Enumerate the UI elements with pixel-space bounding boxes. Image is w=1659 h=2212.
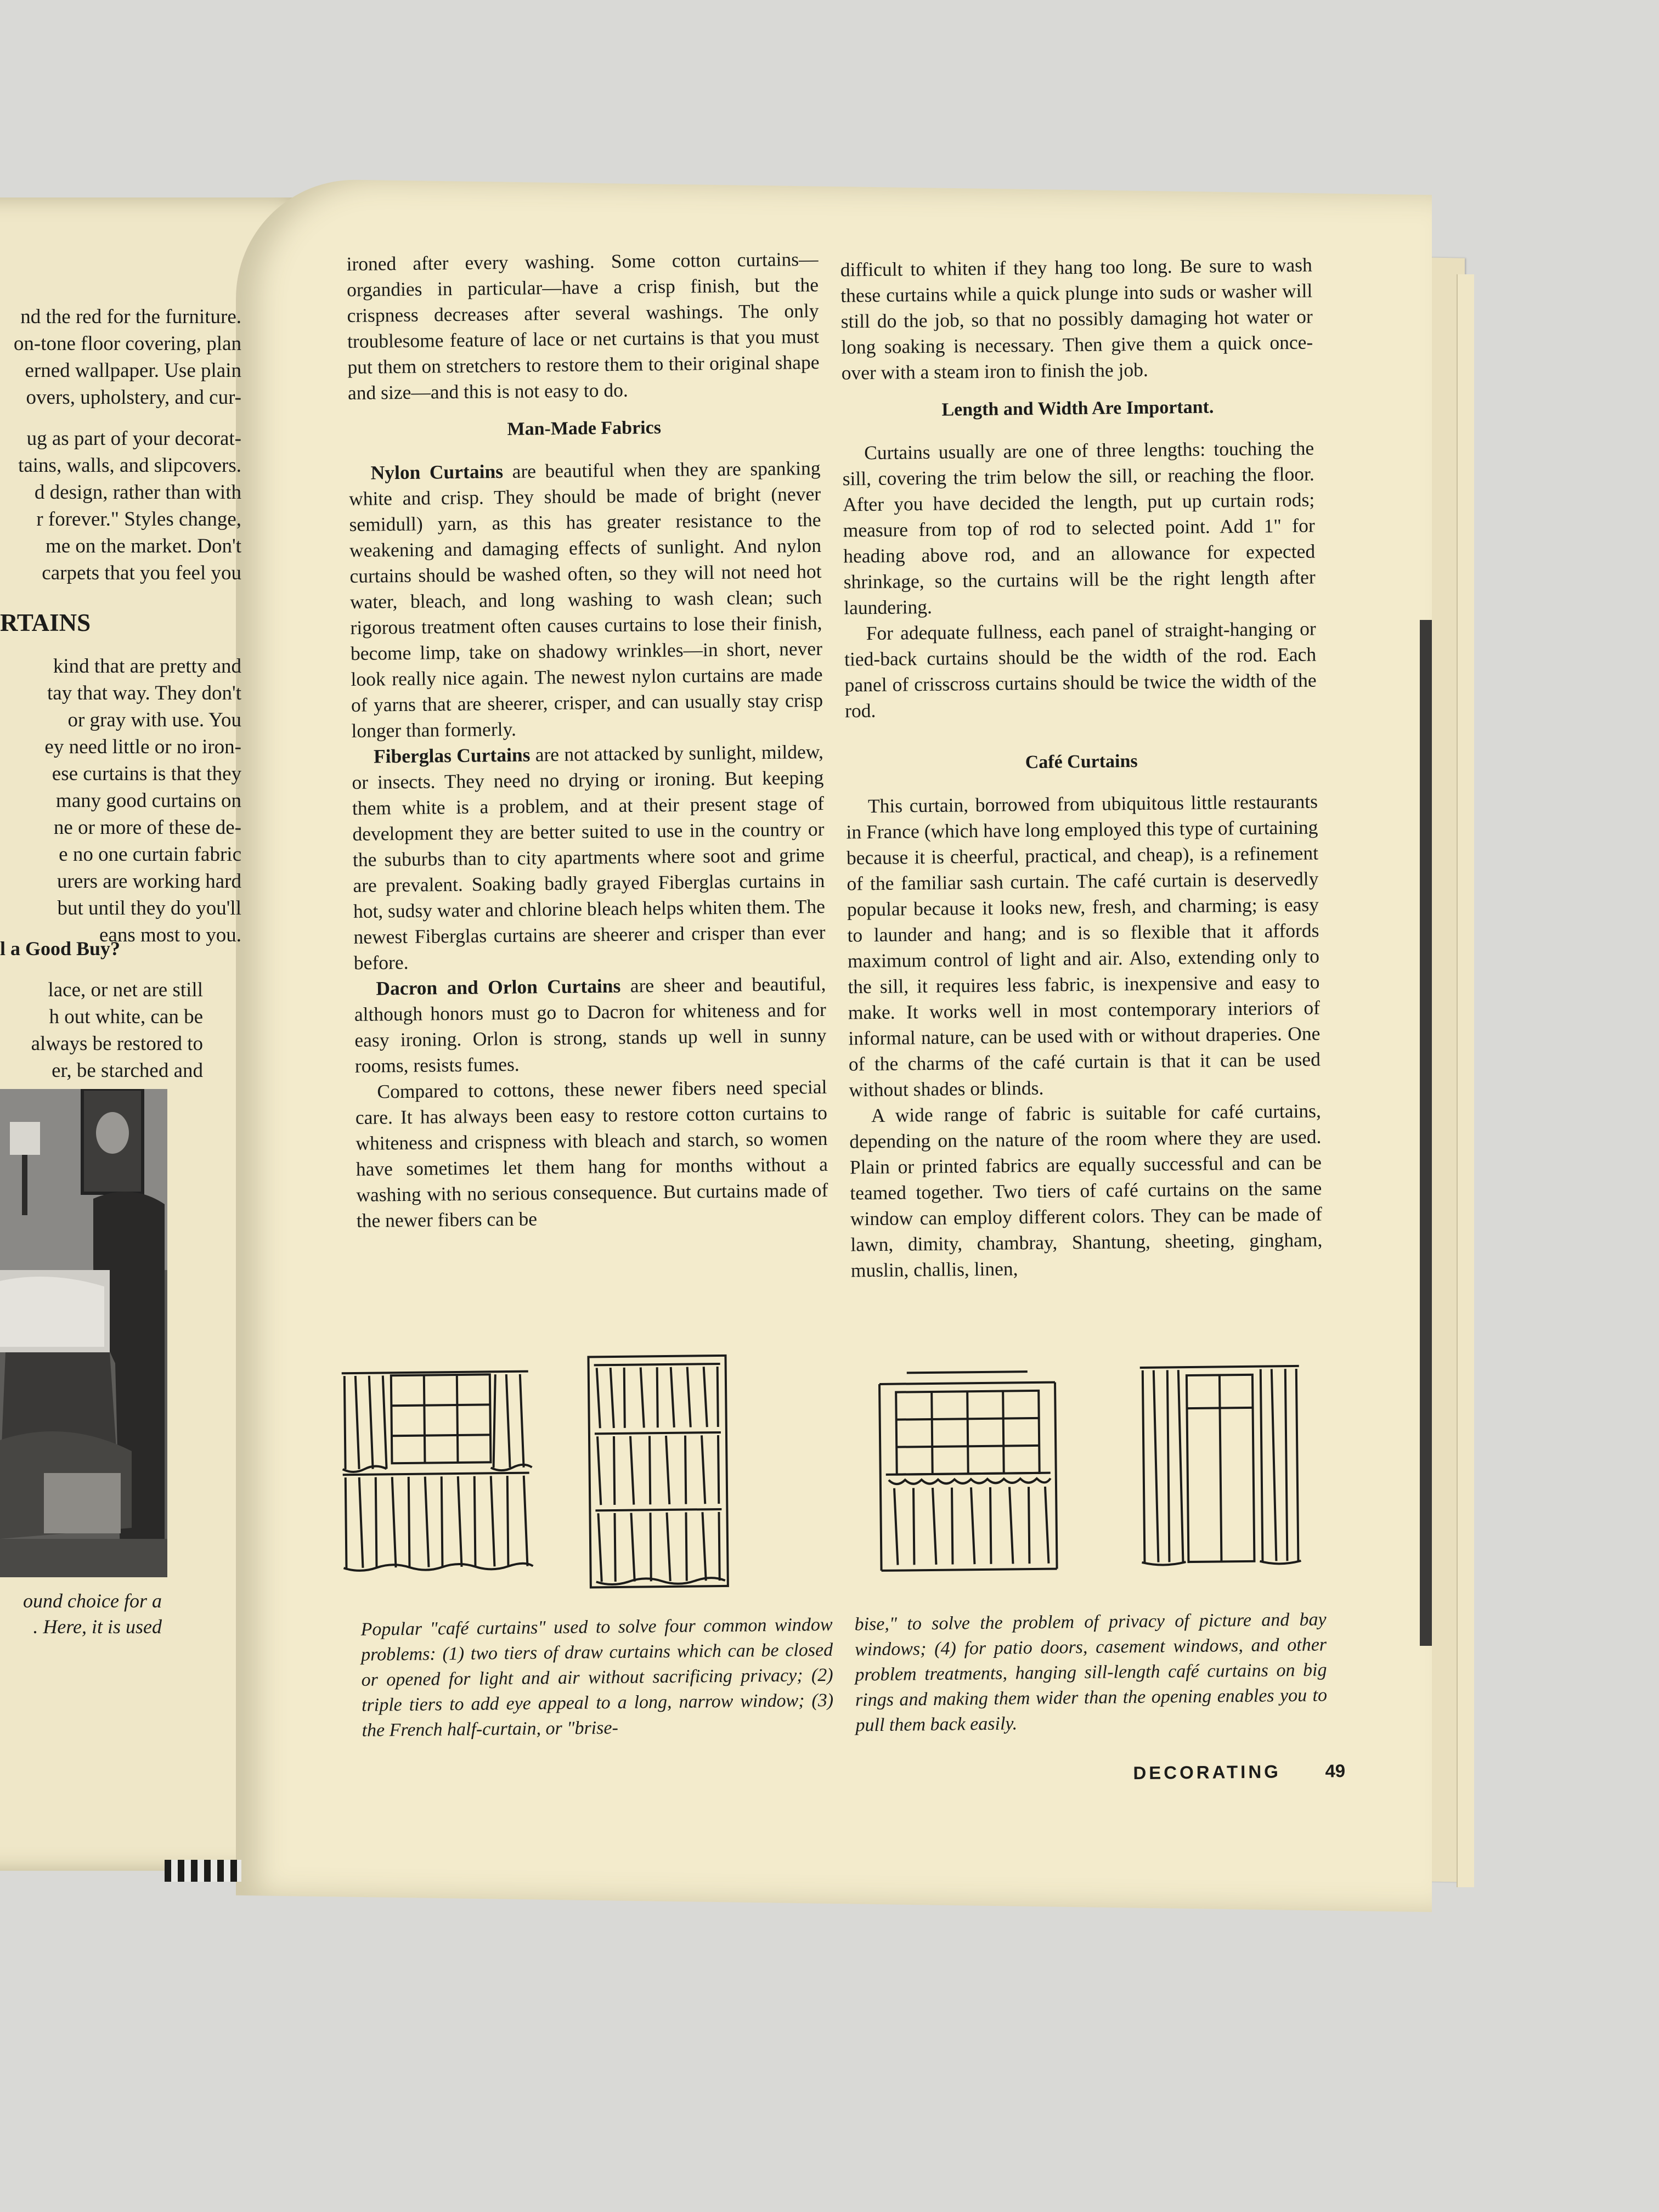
book-cover-edge (165, 1860, 241, 1882)
text-nylon: are beautiful when they are spanking white and crisp. They should be made of bright (never semidull) yarn, as this has greater resistance to the weakening and damaging effects of sunlight. And nylon curtains should be washed often, so they will not need hot water, bleach, and long washing to wash clean; such rigorous treatment often causes curtains to lose their finish, become limp, take on shadowy wrinkles—in short, never look really nice again. The newest nylon curtains are made of yarns that are sheerer, crisper, and can usually stay crisp longer than formerly. (348, 456, 823, 742)
left-line: ey need little or no iron- (44, 736, 241, 758)
left-text-block-c (0, 653, 241, 949)
lead-nylon: Nylon Curtains (370, 460, 504, 484)
paragraph-intro-left: ironed after every washing. Some cotton curtains—organdies in particular—have a crisp finish, but the crispness decreases after several washings. The only troublesome feature of lace or net curtains is that you must put them on stretchers to restore them to their original shape and size—and this is not easy to do. (346, 247, 820, 404)
heading-cafe-curtains: Café Curtains (1025, 751, 1138, 773)
illustration-french-half-curtain (874, 1365, 1063, 1576)
illustration-triple-tier-curtains (583, 1350, 733, 1593)
left-text-block-d (0, 977, 203, 1084)
paragraph-cafe-1: This curtain, borrowed from ubiquitous little restaurants in France (which have long employed this type of curtaining because it is cheerful, practical, and cheap), is a refinement of the familiar sash curtain. The café curtain is deservedly popular because it looks new, fresh, and charming; is easy to launder and hang; and is so flexible that it affords maximum control of light and air. Also, extending only to the sill, it requires less fabric, is inexpensive and easy to make. It works well in most contemporary interiors of informal nature, can be used with or without draperies. One of the charms of the café curtain is that it can be used without shades or blinds. (846, 790, 1321, 1101)
left-line: overs, upholstery, and cur- (26, 386, 241, 409)
left-line: urers are working hard (57, 870, 241, 893)
left-subheading: l a Good Buy? (0, 938, 121, 960)
left-line: tains, walls, and slipcovers. (18, 454, 241, 477)
lead-fiberglas: Fiberglas Curtains (373, 743, 531, 768)
left-line: kind that are pretty and (53, 655, 241, 678)
figure-caption-right: bise," to solve the problem of privacy of picture and bay windows; (4) for patio doors, casement windows, and other problem treatments, hanging sill-length café curtains on big rings and making them wider than the opening enables you to pull them back easily. (854, 1609, 1328, 1736)
left-line: erned wallpaper. Use plain (25, 359, 241, 382)
left-line: but until they do you'll (57, 897, 241, 919)
left-line: ug as part of your decorat- (26, 427, 241, 450)
left-line: carpets that you feel you (42, 562, 241, 584)
left-caption-line: ound choice for a (23, 1590, 162, 1612)
paragraph-cafe-2: A wide range of fabric is suitable for café curtains, depending on the nature of the room where they are used. Plain or printed fabrics are equally successful and can be teamed together. Two tiers of café curtains on the same window can employ different colors. They can be made of lawn, dimity, chambray, Shantung, sheeting, gingham, muslin, challis, linen, (849, 1099, 1323, 1282)
room-photo-image (0, 1089, 167, 1577)
illustration-two-tier-curtains (336, 1363, 536, 1579)
running-footer-section: DECORATING (1133, 1761, 1282, 1784)
lead-dacron: Dacron and Orlon Curtains (376, 974, 621, 1000)
heading-man-made-fabrics: Man-Made Fabrics (507, 417, 662, 439)
paragraph-length-1: Curtains usually are one of three lengths: touching the sill, covering the trim below the sill, or reaching the floor. After you have decided the length, put up curtain rods; measure from top of rod to selected point. Add 1" for heading above rod, and an allowance for expected shrinkage, so the curtains will be the right length after laundering. (842, 437, 1316, 619)
left-line: always be restored to (31, 1032, 203, 1055)
left-line: nd the red for the furniture. (20, 306, 241, 328)
illustration-patio-door-curtains (1137, 1358, 1304, 1573)
paragraph-length-2: For adequate fullness, each panel of straight-hanging or tied-back curtains should be the width of the rod. Each panel of crisscross curtains should be twice the width of the rod. (844, 617, 1317, 722)
left-line: ne or more of these de- (53, 816, 241, 839)
text-column-right (840, 252, 1323, 1284)
left-line: tay that way. They don't (47, 682, 241, 704)
room-photo (0, 1089, 167, 1577)
text-column-left (346, 246, 828, 1234)
text-dacron: are sheer and beautiful, although honors must go to Dacron for whiteness and for easy ironing. Orlon is strong, stands up well in sunny rooms, resists fumes. (354, 972, 827, 1077)
paragraph-intro-right: difficult to whiten if they hang too long. Be sure to wash these curtains while a quick plunge into suds or washer will still do the job, so that no possibly damaging hot water or long soaking is necessary. Then give them a quick once-over with a steam iron to finish the job. (840, 253, 1313, 384)
left-line: h out white, can be (49, 1006, 203, 1028)
left-text-block-b (0, 425, 241, 586)
figure-caption-left: Popular "café curtains" used to solve four common window problems: (1) two tiers of draw curtains which can be closed or opened for light and air without sacrificing privacy; (2) triple tiers to add eye appeal to a long, narrow window; (3) the French half-curtain, or "brise- (360, 1614, 834, 1741)
left-line: on-tone floor covering, plan (13, 332, 241, 355)
page-number: 49 (1325, 1760, 1346, 1781)
left-line: many good curtains on (55, 789, 241, 812)
left-line: me on the market. Don't (45, 535, 241, 557)
left-line: er, be starched and (52, 1059, 203, 1082)
left-line: r forever." Styles change, (36, 508, 241, 531)
text-fiberglas: are not attacked by sunlight, mildew, or insects. They need no drying or ironing. But keeping them white is a problem, and at their present stage of development they are better suited to use in the country or the suburbs than to city apartments where soot and grime are prevalent. Soaking badly grayed Fiberglas curtains in hot, sudsy water and chlorine bleach helps whiten them. The newest Fiberglas curtains are sheerer and crisper than ever before. (352, 740, 826, 974)
heading-length-width: Length and Width Are Important. (941, 397, 1214, 420)
left-line: lace, or net are still (48, 979, 203, 1001)
left-line: or gray with use. You (67, 709, 241, 731)
paragraph-dacron (354, 971, 827, 1079)
left-line: ese curtains is that they (52, 763, 241, 785)
left-caption-line: . Here, it is used (33, 1616, 162, 1638)
right-page-content (241, 167, 1587, 1920)
left-line: e no one curtain fabric (59, 843, 241, 866)
left-text-block-a (0, 303, 241, 411)
left-line: d design, rather than with (34, 481, 241, 504)
paragraph-nylon (348, 455, 823, 744)
left-heading: RTAINS (0, 609, 91, 636)
paragraph-compared: Compared to cottons, these newer fibers need special care. It has always been easy to restore cotton curtains to whiteness and crispness with bleach and starch, so women have sometimes let them hang for months without a washing with no serious consequence. But curtains made of the newer fibers can be (355, 1075, 828, 1232)
left-caption (0, 1588, 162, 1640)
left-subheading-wrap (0, 935, 241, 962)
left-heading-wrap (0, 606, 241, 639)
left-line: eans most to you. (99, 924, 241, 946)
paragraph-fiberglas (352, 739, 826, 976)
